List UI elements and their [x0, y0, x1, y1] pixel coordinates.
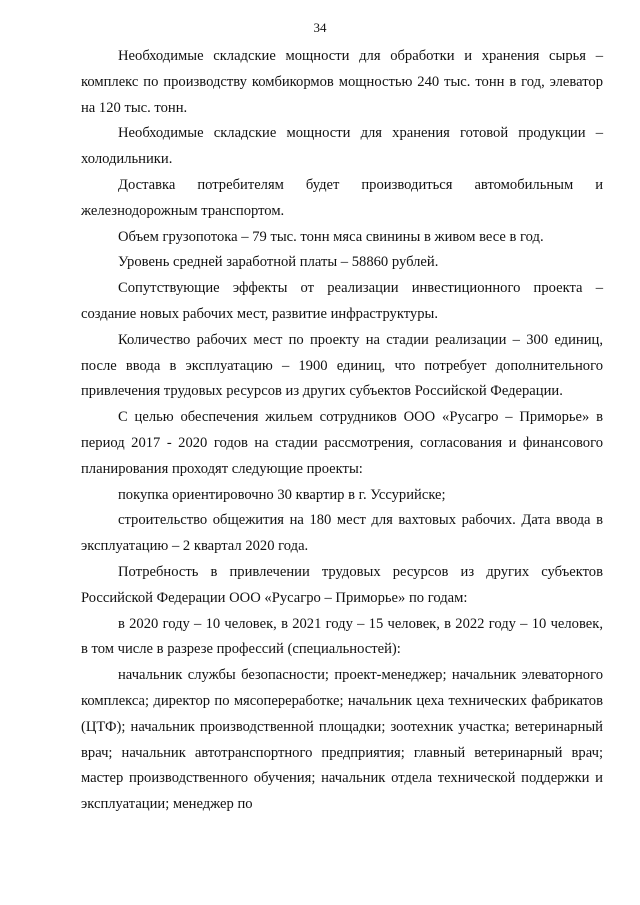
paragraph: Количество рабочих мест по проекту на стадии реализации – 300 единиц, после ввода в эксплуатацию – 1900 единиц, что потребует дополнительного привлечения трудовых ресурсов из других субъектов Российской Федерации.	[81, 331, 603, 400]
paragraph: Объем грузопотока – 79 тыс. тонн мяса свинины в живом весе в год.	[118, 228, 544, 245]
body-text	[81, 44, 603, 818]
paragraph: покупка ориентировочно 30 квартир в г. Уссурийске;	[118, 486, 446, 503]
paragraph: Необходимые складские мощности для обработки и хранения сырья – комплекс по производству комбикормов мощностью 240 тыс. тонн в год, элеватор на 120 тыс. тонн.	[81, 48, 603, 116]
paragraph: Уровень средней заработной платы – 58860 рублей.	[118, 254, 439, 271]
paragraph: Сопутствующие эффекты от реализации инвестиционного проекта – создание новых рабочих мест, развитие инфраструктуры.	[81, 280, 603, 322]
paragraph: С целью обеспечения жильем сотрудников ООО «Русагро – Приморье» в период 2017 - 2020 годов на стадии рассмотрения, согласования и финансового планирования проходят следующие проекты:	[81, 409, 603, 477]
page-number: 34	[313, 20, 327, 35]
paragraph: начальник службы безопасности; проект-менеджер; начальник элеваторного комплекса; директор по мясопереработке; начальник цеха технических фабрикатов (ЦТФ); начальник производственной площадки; зоотехник участка; ветеринарный врач; начальник автотранспортного предприятия; главный ветеринарный врач; мастер производственного обучения; начальник отдела технической поддержки и эксплуатации; менеджер по	[81, 667, 603, 813]
paragraph: Необходимые складские мощности для хранения готовой продукции – холодильники.	[81, 125, 603, 168]
paragraph: Доставка потребителям будет производиться автомобильным и железнодорожным транспортом.	[81, 176, 603, 219]
paragraph: в 2020 году – 10 человек, в 2021 году – 15 человек, в 2022 году – 10 человек, в том числе в разрезе профессий (специальностей):	[81, 615, 603, 658]
paragraph: строительство общежития на 180 мест для вахтовых рабочих. Дата ввода в эксплуатацию – 2 квартал 2020 года.	[81, 512, 603, 555]
paragraph: Потребность в привлечении трудовых ресурсов из других субъектов Российской Федерации ООО «Русагро – Приморье» по годам:	[81, 563, 603, 606]
